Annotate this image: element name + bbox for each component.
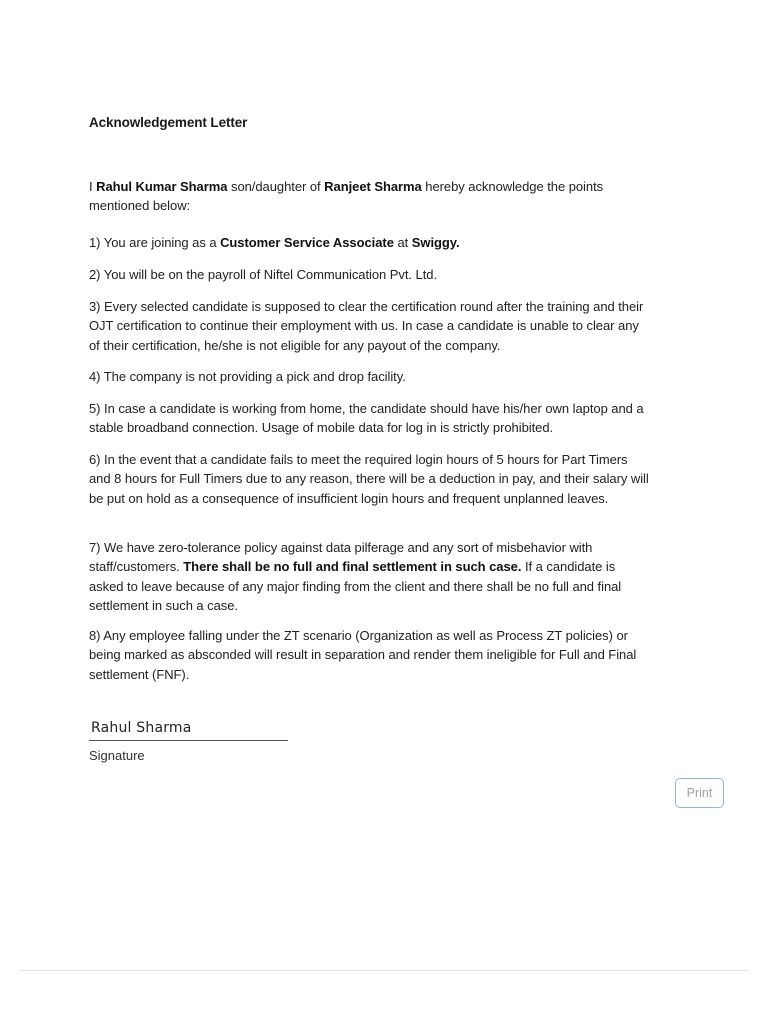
point-7-bold: There shall be no full and final settlement in such case.: [183, 559, 522, 575]
point-2: 2) You will be on the payroll of Niftel Communication Pvt. Ltd.: [89, 267, 438, 282]
role-name: Customer Service Associate: [220, 235, 394, 250]
signature-name: Rahul Sharma: [91, 720, 192, 736]
candidate-name: Rahul Kumar Sharma: [96, 179, 228, 194]
point-8: 8) Any employee falling under the ZT scenario (Organization as well as Process ZT policies) or being marked as absconded will result in separation and render them ineligible for Full and Final settlement (FNF).: [89, 628, 637, 682]
point-4: 4) The company is not providing a pick and drop facility.: [89, 369, 406, 384]
point-7: [89, 538, 649, 616]
point-1-prefix: 1) You are joining as a: [89, 235, 221, 250]
divider: [19, 970, 749, 971]
point-1-middle: at: [393, 235, 412, 250]
intro-prefix: I: [89, 179, 97, 194]
point-3: 3) Every selected candidate is supposed to clear the certification round after the training and their OJT certification to continue their employment with us. In case a candidate is unable to clear any of their certification, he/she is not eligible for any payout of the company.: [89, 299, 644, 353]
point-7-prefix: 7) We have zero-tolerance policy against data pilferage and any sort of misbehavior with staff/customers.: [89, 540, 593, 575]
point-7-suffix: If a candidate is asked to leave because of any major finding from the client and there shall be no full and final settlement in such a case.: [89, 559, 622, 614]
signature-line: [89, 740, 288, 741]
point-1: [89, 233, 649, 252]
signature-label: Signature: [89, 748, 145, 763]
letter-title: Acknowledgement Letter: [89, 115, 248, 130]
print-button[interactable]: Print: [675, 778, 724, 808]
point-6: 6) In the event that a candidate fails to meet the required login hours of 5 hours for Part Timers and 8 hours for Full Timers due to any reason, there will be a deduction in pay, and their salary will be put on hold as a consequence of insufficient login hours and frequent unplanned leaves.: [89, 452, 649, 506]
intro-relation: son/daughter of: [227, 179, 325, 194]
intro-suffix: hereby acknowledge the points mentioned below:: [89, 179, 604, 214]
parent-name: Ranjeet Sharma: [324, 179, 422, 194]
letter-intro: [89, 177, 649, 216]
company-name: Swiggy.: [411, 235, 460, 250]
point-5: 5) In case a candidate is working from home, the candidate should have his/her own laptop and a stable broadband connection. Usage of mobile data for log in is strictly prohibited.: [89, 401, 644, 436]
